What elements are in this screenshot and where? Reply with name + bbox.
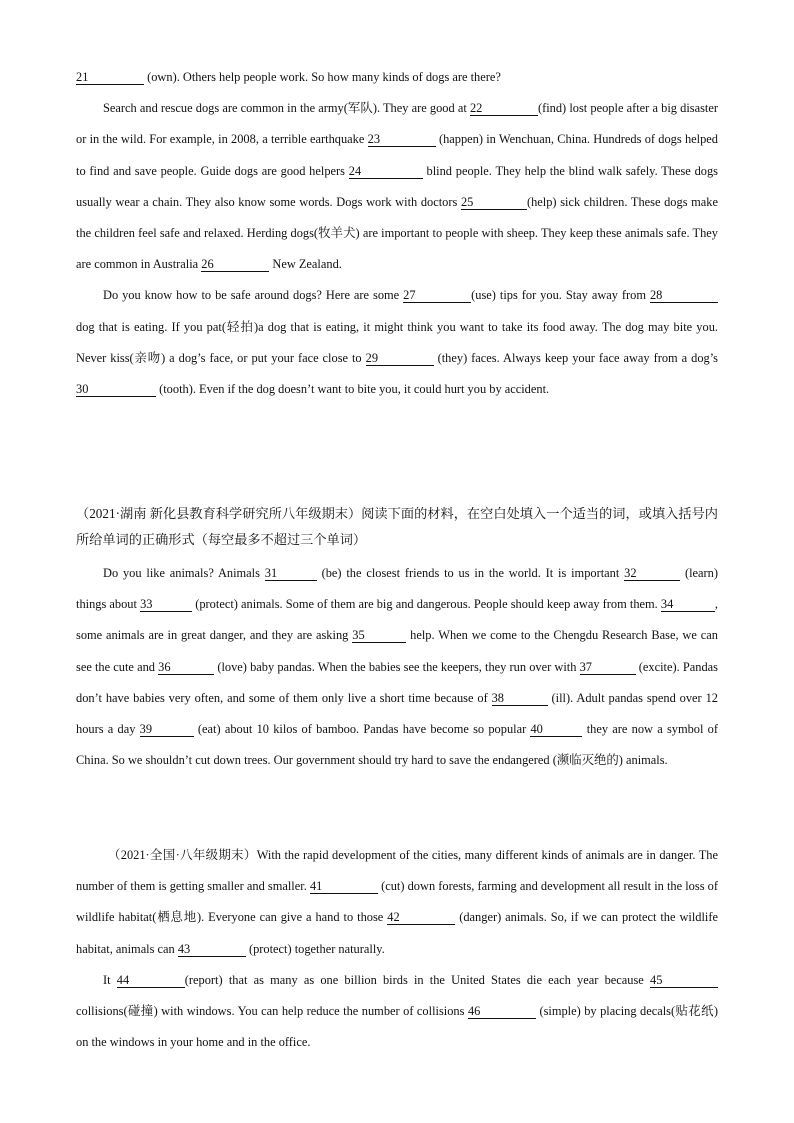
blank-25[interactable]: 25 bbox=[461, 196, 527, 210]
blank-24[interactable]: 24 bbox=[349, 165, 423, 179]
text: help. When we come to the Chengdu Research Base, we can see the cute and bbox=[76, 628, 718, 674]
blank-45[interactable]: 45 bbox=[650, 974, 718, 988]
paragraph bbox=[76, 93, 718, 280]
text: It bbox=[103, 972, 111, 987]
text: (eat) about 10 kilos of bamboo. Pandas have become so popular bbox=[197, 722, 527, 737]
blank-38[interactable]: 38 bbox=[492, 692, 548, 706]
text: (simple) by placing decals(贴花纸) on the windows in your home and in the office. bbox=[76, 1004, 718, 1050]
text: (excite). Pandas don’t have babies very often, and some of them only live a short time because of bbox=[76, 659, 718, 705]
blank-29[interactable]: 29 bbox=[366, 352, 434, 366]
blank-31[interactable]: 31 bbox=[265, 567, 317, 581]
blank-37[interactable]: 37 bbox=[580, 661, 636, 675]
text: blind people. They help the blind walk safely. These dogs usually wear a chain. They also know some words. Dogs work with doctors bbox=[76, 163, 718, 209]
section-heading: （2021·湖南 新化县教育科学研究所八年级期末）阅读下面的材料，在空白处填入一个适当的词，或填入括号内所给单词的正确形式（每空最多不超过三个单词） bbox=[76, 506, 718, 547]
blank-22[interactable]: 22 bbox=[470, 102, 538, 116]
blank-23[interactable]: 23 bbox=[368, 133, 436, 147]
text: (protect) together naturally. bbox=[248, 941, 385, 956]
blank-32[interactable]: 32 bbox=[624, 567, 680, 581]
blank-34[interactable]: 34 bbox=[661, 598, 715, 612]
text: New Zealand. bbox=[272, 257, 342, 272]
passage-pandas bbox=[76, 501, 718, 776]
text: they are now a symbol of China. So we shouldn’t cut down trees. Our government should try hard to save the endangered (濒临灭绝的) animals. bbox=[76, 722, 718, 768]
blank-39[interactable]: 39 bbox=[140, 723, 194, 737]
blank-46[interactable]: 46 bbox=[468, 1005, 536, 1019]
text: (help) sick children. These dogs make the children feel safe and relaxed. Herding dogs(牧羊犬) are important to people with sheep. They keep these animals safe. They are common in Australia bbox=[76, 194, 718, 272]
passage-dogs bbox=[76, 62, 718, 405]
text: (danger) animals. So, if we can protect the wildlife habitat, animals can bbox=[76, 910, 718, 956]
text: (ill). Adult pandas spend over 12 hours a day bbox=[76, 690, 718, 737]
text: (find) lost people after a big disaster or in the wild. For example, in 2008, a terrible earthquake bbox=[76, 101, 718, 147]
passage-wildlife bbox=[76, 840, 718, 1058]
text: （2021·全国·八年级期末）With the rapid development of the cities, many different kinds of animals are in danger. The number of them is getting smaller and smaller. bbox=[76, 848, 718, 894]
text: (love) baby pandas. When the babies see the keepers, they run over with bbox=[217, 659, 577, 674]
blank-26[interactable]: 26 bbox=[201, 258, 269, 272]
text: (learn) things about bbox=[76, 566, 718, 612]
blank-28[interactable]: 28 bbox=[650, 289, 718, 303]
paragraph bbox=[76, 558, 718, 776]
blank-42[interactable]: 42 bbox=[387, 911, 455, 925]
paragraph bbox=[76, 965, 718, 1059]
text: , some animals are in great danger, and they are asking bbox=[76, 597, 719, 643]
blank-36[interactable]: 36 bbox=[158, 661, 214, 675]
blank-33[interactable]: 33 bbox=[140, 598, 192, 612]
blank-44[interactable]: 44 bbox=[117, 974, 185, 988]
text: (use) tips for you. Stay away from bbox=[471, 288, 647, 303]
text: collisions(碰撞) with windows. You can help reduce the number of collisions bbox=[76, 1004, 465, 1019]
paragraph bbox=[76, 840, 718, 965]
blank-35[interactable]: 35 bbox=[352, 629, 406, 643]
blank-43[interactable]: 43 bbox=[178, 943, 246, 957]
text: Search and rescue dogs are common in the army(军队). They are good at bbox=[103, 101, 467, 116]
text: (they) faces. Always keep your face away from a dog’s bbox=[437, 350, 718, 365]
text: Do you like animals? Animals bbox=[103, 566, 260, 580]
text: (cut) down forests, farming and development all result in the loss of wildlife habitat(栖息地). Everyone can give a hand to those bbox=[76, 879, 718, 925]
paragraph bbox=[76, 280, 718, 405]
text: Do you know how to be safe around dogs? Here are some bbox=[103, 288, 400, 303]
blank-40[interactable]: 40 bbox=[530, 723, 582, 737]
text: dog that is eating. If you pat(轻拍)a dog that is eating, it might think you want to take its food away. The dog may bite you. Never kiss(亲吻) a dog’s face, or put your face close to bbox=[76, 319, 718, 365]
text: (be) the closest friends to us in the world. It is important bbox=[321, 566, 620, 580]
blank-21[interactable]: 21 bbox=[76, 71, 144, 85]
blank-30[interactable]: 30 bbox=[76, 383, 156, 397]
text: (happen) in Wenchuan, China. Hundreds of dogs helped to find and save people. Guide dogs are good helpers bbox=[76, 132, 718, 178]
blank-41[interactable]: 41 bbox=[310, 880, 378, 894]
text: (report) that as many as one billion birds in the United States die each year because bbox=[184, 972, 644, 987]
blank-27[interactable]: 27 bbox=[403, 289, 471, 303]
text: (protect) animals. Some of them are big and dangerous. People should keep away from them. bbox=[195, 597, 658, 612]
paragraph bbox=[76, 62, 718, 93]
text: (tooth). Even if the dog doesn’t want to bite you, it could hurt you by accident. bbox=[159, 382, 550, 397]
text: (own). Others help people work. So how many kinds of dogs are there? bbox=[147, 70, 501, 84]
